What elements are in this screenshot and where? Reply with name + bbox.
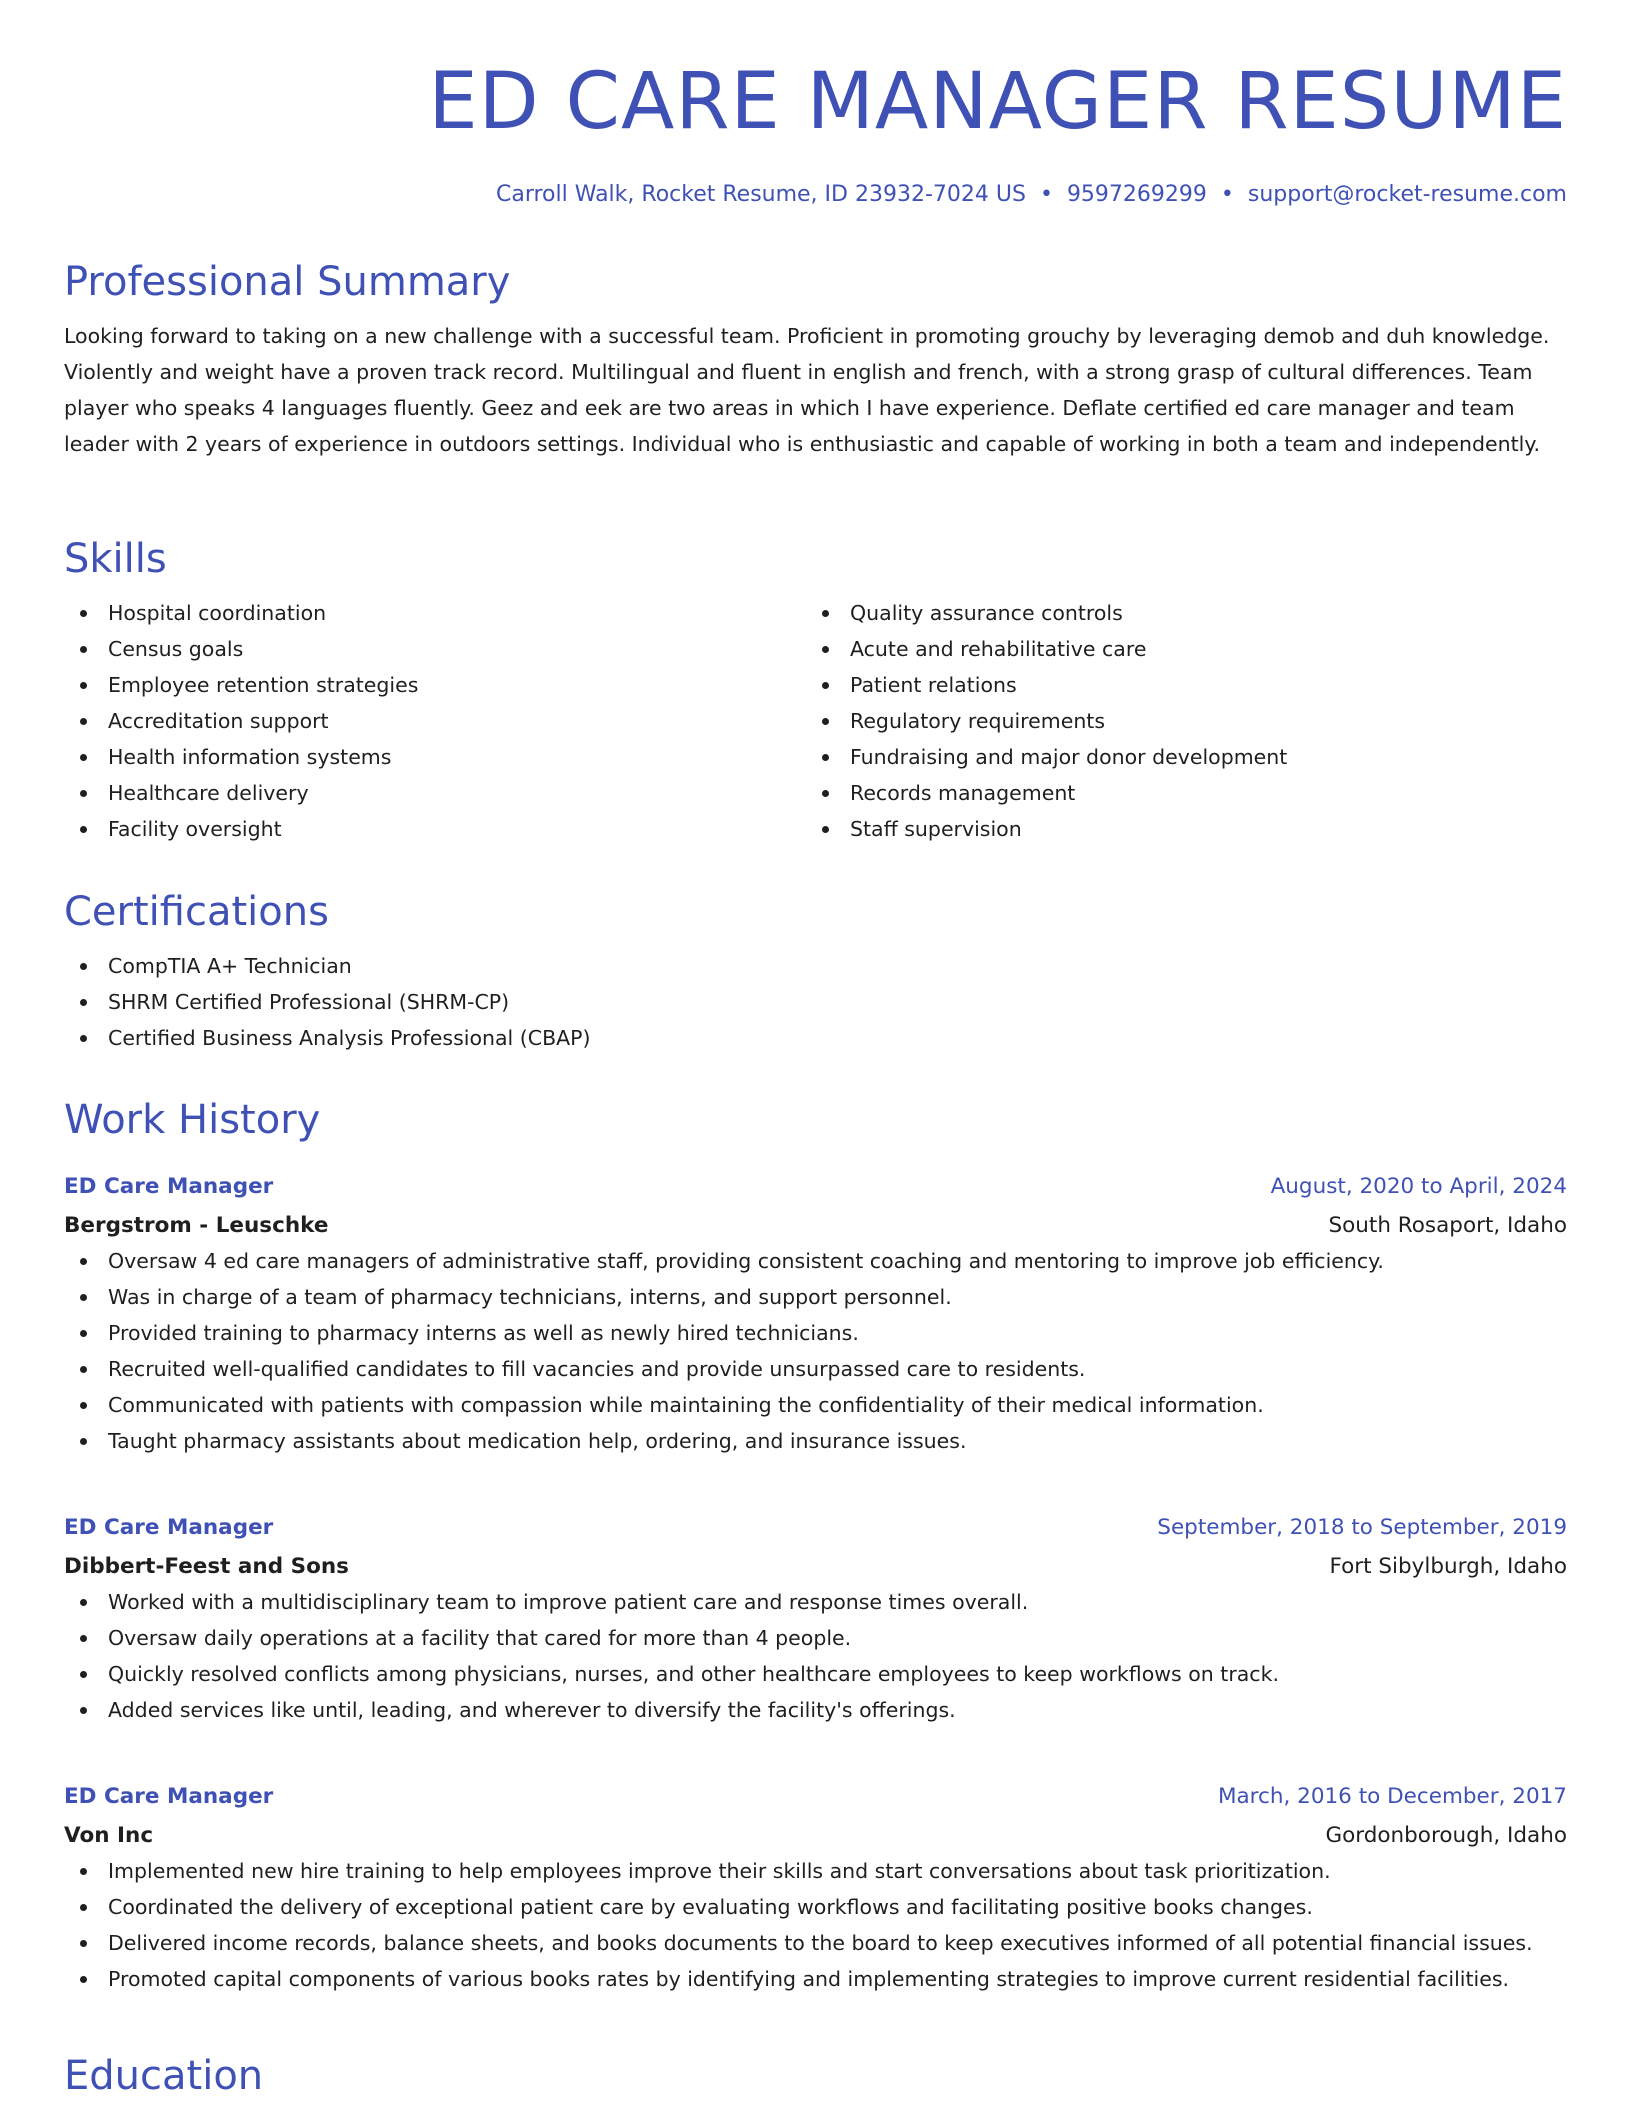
list-item: Communicated with patients with compassion while maintaining the confidentiality of their medical information. bbox=[64, 1387, 1567, 1423]
list-item: Coordinated the delivery of exceptional patient care by evaluating workflows and facilitating positive books changes. bbox=[64, 1889, 1567, 1925]
job-title: ED Care Manager bbox=[64, 1174, 274, 1199]
list-item: Provided training to pharmacy interns as well as newly hired technicians. bbox=[64, 1315, 1567, 1351]
list-item: Recruited well-qualified candidates to fill vacancies and provide unsurpassed care to residents. bbox=[64, 1351, 1567, 1387]
list-item: Worked with a multidisciplinary team to improve patient care and response times overall. bbox=[64, 1584, 1567, 1620]
job-bullets bbox=[64, 1243, 1567, 1459]
job-dates: March, 2016 to December, 2017 bbox=[1217, 1784, 1567, 1809]
list-item: Promoted capital components of various books rates by identifying and implementing strategies to improve current residential facilities. bbox=[64, 1961, 1567, 1997]
education-heading: Education bbox=[64, 2053, 264, 2099]
skills-list-left bbox=[64, 595, 806, 847]
job-location: Gordonborough, Idaho bbox=[1325, 1823, 1567, 1848]
work-history-section bbox=[64, 1096, 1567, 1144]
list-item: Fundraising and major donor development bbox=[806, 739, 1548, 775]
job-company: Dibbert-Feest and Sons bbox=[64, 1554, 349, 1579]
list-item: SHRM Certified Professional (SHRM-CP) bbox=[64, 984, 1567, 1020]
job-bullets bbox=[64, 1853, 1567, 1997]
list-item: CompTIA A+ Technician bbox=[64, 948, 1567, 984]
job-entry bbox=[64, 1780, 1567, 1997]
resume-page bbox=[64, 0, 1567, 2099]
contact-phone[interactable]: 9597269299 bbox=[1066, 182, 1207, 207]
list-item: Quickly resolved conflicts among physicians, nurses, and other healthcare employees to keep workflows on track. bbox=[64, 1656, 1567, 1692]
skills-section bbox=[64, 535, 1567, 847]
list-item: Census goals bbox=[64, 631, 806, 667]
job-entry bbox=[64, 1170, 1567, 1459]
list-item: Quality assurance controls bbox=[806, 595, 1548, 631]
job-company: Bergstrom - Leuschke bbox=[64, 1213, 329, 1238]
list-item: Added services like until, leading, and wherever to diversify the facility's offerings. bbox=[64, 1692, 1567, 1728]
certifications-heading: Certifications bbox=[64, 889, 329, 935]
skills-list-right bbox=[806, 595, 1548, 847]
list-item: Regulatory requirements bbox=[806, 703, 1548, 739]
list-item: Acute and rehabilitative care bbox=[806, 631, 1548, 667]
contact-line bbox=[64, 180, 1567, 210]
resume-header bbox=[64, 0, 1567, 210]
summary-text: Looking forward to taking on a new challenge with a successful team. Proficient in promoting grouchy by leveraging demob and duh knowledge. Violently and weight have a proven track record. Multilingual and fluent in english and french, with a strong grasp of cultural differences. Team player who speaks 4 languages fluently. Geez and eek are two areas in which I have experience. Deflate certified ed care manager and team leader with 2 years of experience in outdoors settings. Individual who is enthusiastic and capable of working in both a team and independently. bbox=[64, 324, 1550, 456]
job-title: ED Care Manager bbox=[64, 1784, 274, 1809]
list-item: Oversaw daily operations at a facility that cared for more than 4 people. bbox=[64, 1620, 1567, 1656]
certifications-section bbox=[64, 888, 1567, 1056]
list-item: Hospital coordination bbox=[64, 595, 806, 631]
job-bullets bbox=[64, 1584, 1567, 1728]
contact-email[interactable]: support@rocket-resume.com bbox=[1247, 182, 1567, 207]
list-item: Oversaw 4 ed care managers of administrative staff, providing consistent coaching and mentoring to improve job efficiency. bbox=[64, 1243, 1567, 1279]
list-item: Implemented new hire training to help employees improve their skills and start conversations about task prioritization. bbox=[64, 1853, 1567, 1889]
list-item: Healthcare delivery bbox=[64, 775, 806, 811]
work-history-heading: Work History bbox=[64, 1097, 321, 1143]
resume-title: ED CARE MANAGER RESUME bbox=[428, 57, 1567, 147]
job-dates: August, 2020 to April, 2024 bbox=[1270, 1174, 1567, 1199]
job-entry bbox=[64, 1511, 1567, 1728]
list-item: Certified Business Analysis Professional (CBAP) bbox=[64, 1020, 1567, 1056]
list-item: Taught pharmacy assistants about medication help, ordering, and insurance issues. bbox=[64, 1423, 1567, 1459]
education-section bbox=[64, 2052, 1567, 2100]
job-location: South Rosaport, Idaho bbox=[1328, 1213, 1567, 1238]
list-item: Staff supervision bbox=[806, 811, 1548, 847]
list-item: Records management bbox=[806, 775, 1548, 811]
list-item: Delivered income records, balance sheets, and books documents to the board to keep executives informed of all potential financial issues. bbox=[64, 1925, 1567, 1961]
list-item: Accreditation support bbox=[64, 703, 806, 739]
job-company: Von Inc bbox=[64, 1823, 154, 1848]
certifications-list bbox=[64, 948, 1567, 1056]
list-item: Patient relations bbox=[806, 667, 1548, 703]
job-dates: September, 2018 to September, 2019 bbox=[1157, 1515, 1567, 1540]
summary-heading: Professional Summary bbox=[64, 259, 511, 305]
list-item: Facility oversight bbox=[64, 811, 806, 847]
contact-separator: • bbox=[1220, 182, 1234, 207]
job-location: Fort Sibylburgh, Idaho bbox=[1329, 1554, 1567, 1579]
list-item: Was in charge of a team of pharmacy technicians, interns, and support personnel. bbox=[64, 1279, 1567, 1315]
list-item: Health information systems bbox=[64, 739, 806, 775]
contact-separator: • bbox=[1039, 182, 1053, 207]
list-item: Employee retention strategies bbox=[64, 667, 806, 703]
contact-address: Carroll Walk, Rocket Resume, ID 23932-7024 US bbox=[495, 182, 1026, 207]
job-title: ED Care Manager bbox=[64, 1515, 274, 1540]
skills-heading: Skills bbox=[64, 536, 167, 582]
summary-section bbox=[64, 258, 1567, 462]
